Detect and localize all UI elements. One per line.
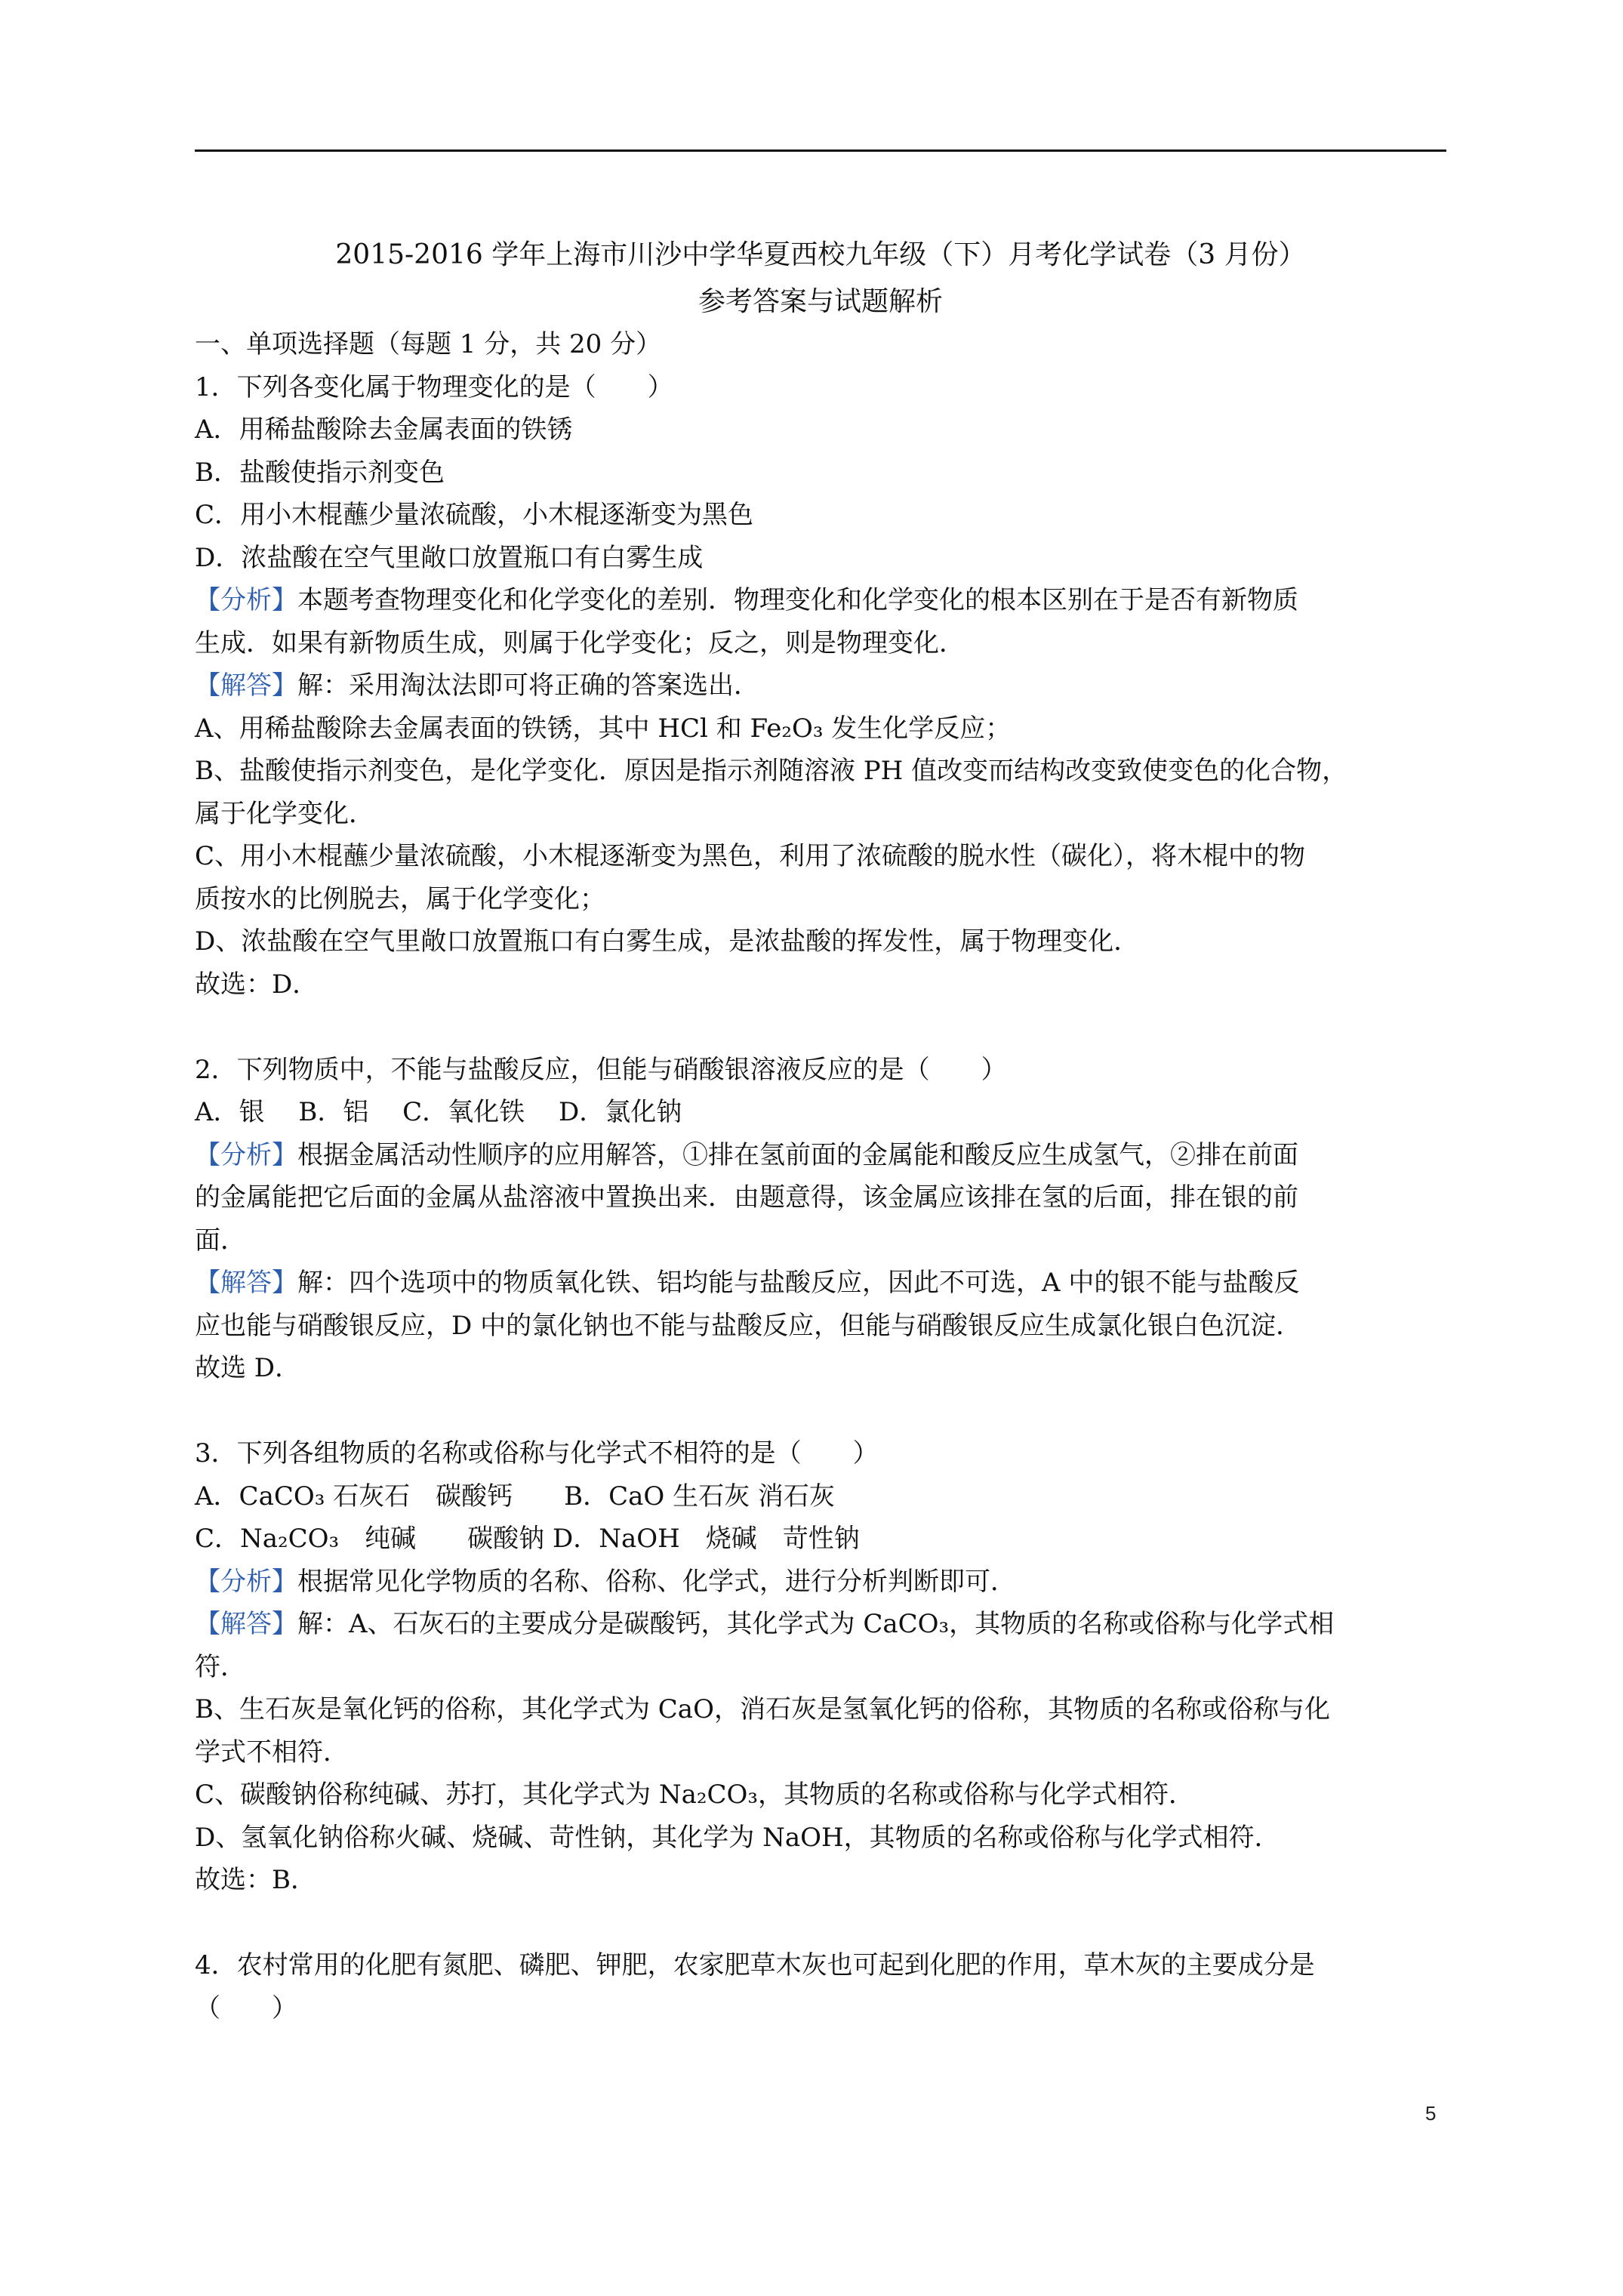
section-heading: 一、单项选择题（每题 1 分，共 20 分） bbox=[195, 329, 662, 359]
analysis-tag: 【分析】 bbox=[195, 585, 297, 615]
answer-choice: 故选：D． bbox=[195, 969, 319, 1000]
question-3 bbox=[195, 1432, 1446, 1902]
answer-tag: 【解答】 bbox=[195, 670, 297, 701]
analysis-text: 根据金属活动性顺序的应用解答，①排在氢前面的金属能和酸反应生成氢气，②排在前面 bbox=[297, 1139, 1298, 1170]
answer-text: 应也能与硝酸银反应，D 中的氯化钠也不能与盐酸反应，但能与硝酸银反应生成氯化银白色沉淀． bbox=[195, 1310, 1302, 1341]
answer-text: D、氢氧化钠俗称火碱、烧碱、苛性钠，其化学为 NaOH，其物质的名称或俗称与化学式相符． bbox=[195, 1822, 1280, 1853]
question-stem: 3．下列各组物质的名称或俗称与化学式不相符的是（ ） bbox=[195, 1438, 879, 1469]
spacer bbox=[195, 1902, 1446, 1945]
options-row: A．银 B．铝 C．氧化铁 D．氯化钠 bbox=[195, 1097, 682, 1127]
answer-text: B、生石灰是氧化钙的俗称，其化学式为 CaO，消石灰是氢氧化钙的俗称，其物质的名称或俗称与化 bbox=[195, 1694, 1330, 1724]
answer-text: C、碳酸钠俗称纯碱、苏打，其化学式为 Na₂CO₃，其物质的名称或俗称与化学式相符． bbox=[195, 1780, 1194, 1810]
answer-text: D、浓盐酸在空气里敞口放置瓶口有白雾生成，是浓盐酸的挥发性，属于物理变化． bbox=[195, 926, 1140, 957]
question-2 bbox=[195, 1049, 1446, 1390]
question-stem: 4．农村常用的化肥有氮肥、磷肥、钾肥，农家肥草木灰也可起到化肥的作用，草木灰的主要成分是 bbox=[195, 1950, 1315, 1980]
answer-text: 解：采用淘汰法即可将正确的答案选出． bbox=[297, 670, 759, 701]
question-stem: 1．下列各变化属于物理变化的是（ ） bbox=[195, 371, 673, 402]
answer-text: B、盐酸使指示剂变色，是化学变化．原因是指示剂随溶液 PH 值改变而结构改变致使变色的化合物， bbox=[195, 756, 1348, 786]
header-rule bbox=[195, 149, 1446, 152]
answer-text: 符． bbox=[195, 1651, 246, 1682]
analysis-line bbox=[195, 579, 1446, 622]
analysis-text: 面． bbox=[195, 1225, 246, 1256]
analysis-text: 生成．如果有新物质生成，则属于化学变化；反之，则是物理变化． bbox=[195, 627, 965, 658]
answer-line bbox=[195, 1603, 1446, 1646]
analysis-text: 根据常见化学物质的名称、俗称、化学式，进行分析判断即可． bbox=[297, 1566, 1016, 1597]
option-d: D．浓盐酸在空气里敞口放置瓶口有白雾生成 bbox=[195, 542, 704, 573]
document-subtitle: 参考答案与试题解析 bbox=[698, 286, 943, 317]
answer-text: 解：四个选项中的物质氧化铁、铝均能与盐酸反应，因此不可选，A 中的银不能与盐酸反 bbox=[297, 1268, 1300, 1298]
answer-tag: 【解答】 bbox=[195, 1268, 297, 1298]
question-4 bbox=[195, 1944, 1446, 2029]
spacer bbox=[195, 1390, 1446, 1433]
option-a: A．用稀盐酸除去金属表面的铁锈 bbox=[195, 415, 573, 445]
answer-choice: 故选：B． bbox=[195, 1865, 316, 1895]
question-1 bbox=[195, 366, 1446, 1006]
spacer bbox=[195, 1006, 1446, 1049]
answer-text: A、用稀盐酸除去金属表面的铁锈，其中 HCl 和 Fe₂O₃ 发生化学反应； bbox=[195, 713, 1012, 744]
answer-line bbox=[195, 664, 1446, 707]
options-row: C．Na₂CO₃ 纯碱 碳酸钠 D．NaOH 烧碱 苛性钠 bbox=[195, 1524, 860, 1554]
option-c: C．用小木棍蘸少量浓硫酸，小木棍逐渐变为黑色 bbox=[195, 500, 754, 530]
question-stem: 2．下列物质中，不能与盐酸反应，但能与硝酸银溶液反应的是（ ） bbox=[195, 1054, 1007, 1085]
document-title: 2015-2016 学年上海市川沙中学华夏西校九年级（下）月考化学试卷（3 月份） bbox=[335, 239, 1306, 270]
options-row: A．CaCO₃ 石灰石 碳酸钙 B．CaO 生石灰 消石灰 bbox=[195, 1481, 835, 1512]
analysis-line bbox=[195, 1134, 1446, 1177]
question-stem-cont: （ ） bbox=[195, 1992, 297, 2023]
answer-tag: 【解答】 bbox=[195, 1609, 297, 1639]
answer-line bbox=[195, 1262, 1446, 1305]
answer-text: 质按水的比例脱去，属于化学变化； bbox=[195, 883, 605, 914]
option-b: B．盐酸使指示剂变色 bbox=[195, 457, 445, 488]
answer-text: 学式不相符． bbox=[195, 1737, 349, 1767]
answer-choice: 故选 D． bbox=[195, 1353, 301, 1383]
analysis-tag: 【分析】 bbox=[195, 1566, 297, 1597]
analysis-text: 的金属能把它后面的金属从盐溶液中置换出来．由题意得，该金属应该排在氢的后面，排在银的前 bbox=[195, 1182, 1298, 1213]
page-number: 5 bbox=[1425, 2102, 1437, 2125]
answer-text: 解：A、石灰石的主要成分是碳酸钙，其化学式为 CaCO₃，其物质的名称或俗称与化学式相 bbox=[297, 1609, 1335, 1639]
answer-text: C、用小木棍蘸少量浓硫酸，小木棍逐渐变为黑色，利用了浓硫酸的脱水性（碳化），将木棍中的物 bbox=[195, 841, 1306, 871]
analysis-text: 本题考查物理变化和化学变化的差别．物理变化和化学变化的根本区别在于是否有新物质 bbox=[297, 585, 1298, 615]
analysis-tag: 【分析】 bbox=[195, 1139, 297, 1170]
answer-text: 属于化学变化． bbox=[195, 798, 374, 829]
document-body bbox=[195, 323, 1446, 2029]
analysis-line bbox=[195, 1561, 1446, 1604]
